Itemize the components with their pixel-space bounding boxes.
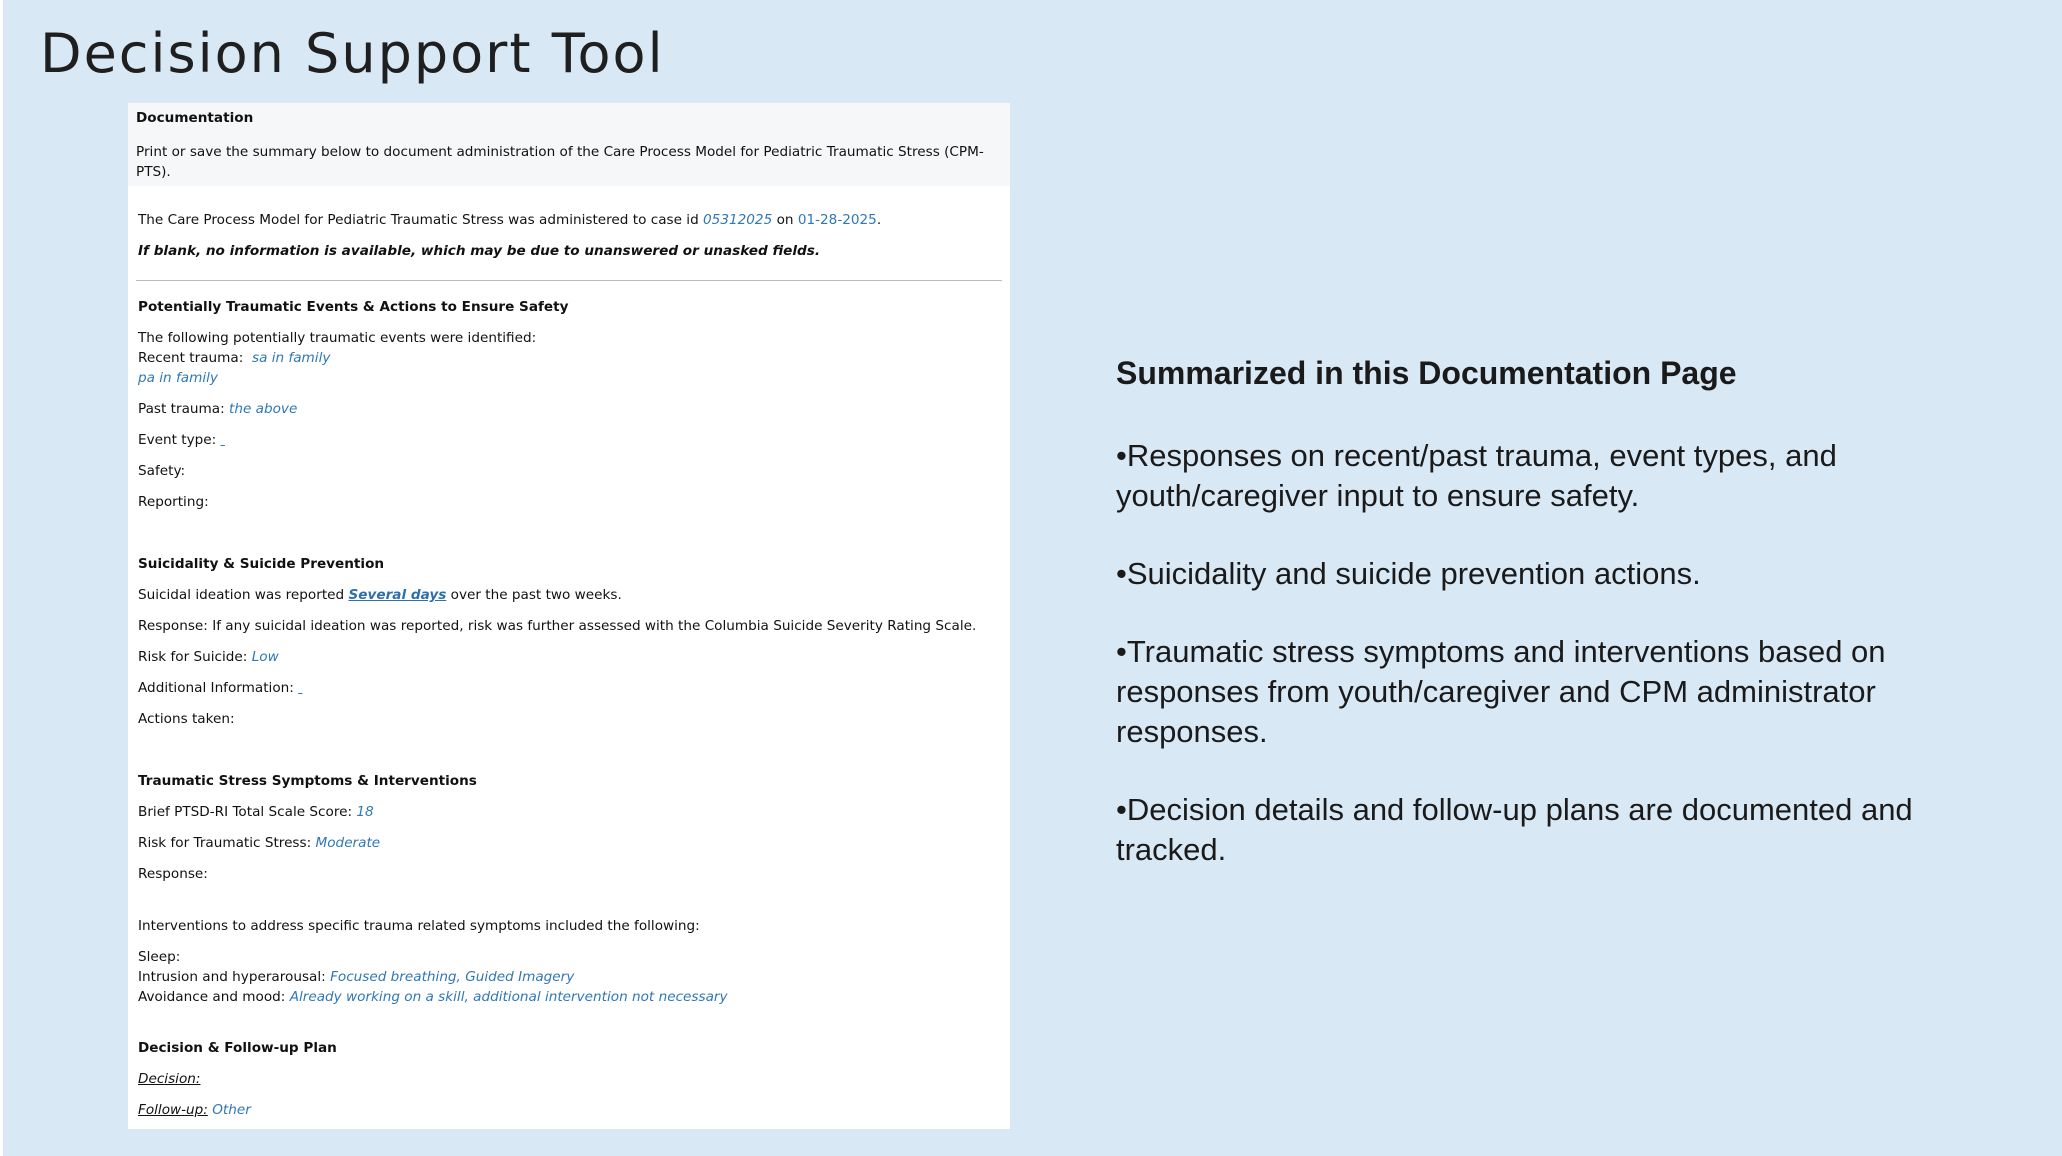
recent-trauma-row bbox=[138, 350, 330, 366]
avoidance-value: Already working on a skill, additional intervention not necessary bbox=[289, 989, 728, 1005]
intrusion-value: Focused breathing, Guided Imagery bbox=[330, 969, 575, 985]
section-divider bbox=[136, 280, 1002, 281]
slide-left-edge bbox=[0, 0, 3, 1156]
suicide-risk-label: Risk for Suicide: bbox=[138, 649, 248, 665]
documentation-heading: Documentation bbox=[136, 110, 254, 126]
past-trauma-row bbox=[138, 401, 297, 417]
slide-title: Decision Support Tool bbox=[40, 22, 665, 85]
recent-trauma-label: Recent trauma: bbox=[138, 350, 244, 366]
actions-taken-label: Actions taken: bbox=[138, 711, 235, 727]
avoidance-label: Avoidance and mood: bbox=[138, 989, 286, 1005]
suicide-risk-value: Low bbox=[251, 649, 279, 665]
summary-panel bbox=[1116, 355, 1976, 908]
event-type-label: Event type: bbox=[138, 432, 217, 448]
administered-period: . bbox=[876, 212, 882, 228]
events-heading: Potentially Traumatic Events & Actions to Ensure Safety bbox=[138, 299, 569, 315]
reporting-label: Reporting: bbox=[138, 494, 209, 510]
additional-info-row bbox=[138, 680, 348, 696]
ideation-frequency-link[interactable]: Several days bbox=[348, 587, 447, 603]
sleep-label: Sleep: bbox=[138, 949, 181, 965]
suicide-heading: Suicidality & Suicide Prevention bbox=[138, 556, 385, 572]
stress-risk-value: Moderate bbox=[315, 835, 381, 851]
ptsd-score-value: 18 bbox=[356, 804, 374, 820]
case-id: 05312025 bbox=[703, 212, 773, 228]
intrusion-label: Intrusion and hyperarousal: bbox=[138, 969, 326, 985]
summary-bullet-decision: •Decision details and follow-up plans are documented and tracked. bbox=[1116, 792, 1913, 867]
followup-label: Follow-up: bbox=[138, 1102, 208, 1118]
documentation-intro: Print or save the summary below to document administration of the Care Process Model for Pediatric Traumatic Stress (CPM-PTS). bbox=[136, 144, 984, 180]
administered-date: 01-28-2025 bbox=[797, 212, 877, 228]
summary-bullet-trauma: •Responses on recent/past trauma, event types, and youth/caregiver input to ensure safety. bbox=[1116, 438, 1837, 513]
suicide-risk-row bbox=[138, 649, 279, 665]
summary-bullet-stress: •Traumatic stress symptoms and interventions based on responses from youth/caregiver and CPM administrator responses. bbox=[1116, 634, 1886, 749]
ideation-suffix: over the past two weeks. bbox=[450, 587, 622, 603]
on-word: on bbox=[776, 212, 794, 228]
additional-info-blank bbox=[298, 680, 348, 696]
summary-heading: Summarized in this Documentation Page bbox=[1116, 355, 1737, 391]
documentation-header bbox=[128, 103, 1010, 186]
stress-response-label: Response: bbox=[138, 866, 208, 882]
stress-heading: Traumatic Stress Symptoms & Interventions bbox=[138, 773, 477, 789]
safety-label: Safety: bbox=[138, 463, 186, 479]
stress-risk-row bbox=[138, 835, 380, 851]
additional-info-label: Additional Information: bbox=[138, 680, 294, 696]
events-identified: The following potentially traumatic events were identified: bbox=[138, 330, 537, 346]
ptsd-score-row bbox=[138, 804, 374, 820]
intrusion-row bbox=[138, 969, 574, 985]
past-trauma-value: the above bbox=[229, 401, 298, 417]
stress-risk-label: Risk for Traumatic Stress: bbox=[138, 835, 312, 851]
administered-line bbox=[138, 212, 881, 228]
event-type-blank bbox=[221, 432, 271, 448]
avoidance-row bbox=[138, 989, 728, 1005]
past-trauma-label: Past trauma: bbox=[138, 401, 225, 417]
suicide-response: Response: If any suicidal ideation was reported, risk was further assessed with the Columbia Suicide Severity Rating Scale. bbox=[138, 618, 977, 634]
recent-trauma-value-2: pa in family bbox=[138, 370, 218, 386]
event-type-row bbox=[138, 432, 271, 448]
summary-bullet-suicidality: •Suicidality and suicide prevention actions. bbox=[1116, 556, 1701, 591]
recent-trauma-value-1: sa in family bbox=[251, 350, 331, 366]
ideation-prefix: Suicidal ideation was reported bbox=[138, 587, 345, 603]
interventions-intro: Interventions to address specific trauma related symptoms included the following: bbox=[138, 918, 700, 934]
blank-note: If blank, no information is available, which may be due to unanswered or unasked fields. bbox=[138, 243, 821, 259]
ptsd-score-label: Brief PTSD-RI Total Scale Score: bbox=[138, 804, 353, 820]
followup-value: Other bbox=[212, 1102, 251, 1118]
administered-text: The Care Process Model for Pediatric Traumatic Stress was administered to case id bbox=[138, 212, 699, 228]
decision-heading: Decision & Follow-up Plan bbox=[138, 1040, 337, 1056]
documentation-panel bbox=[128, 103, 1010, 1129]
followup-row bbox=[138, 1102, 251, 1118]
ideation-row bbox=[138, 587, 622, 603]
decision-label: Decision: bbox=[138, 1071, 201, 1087]
